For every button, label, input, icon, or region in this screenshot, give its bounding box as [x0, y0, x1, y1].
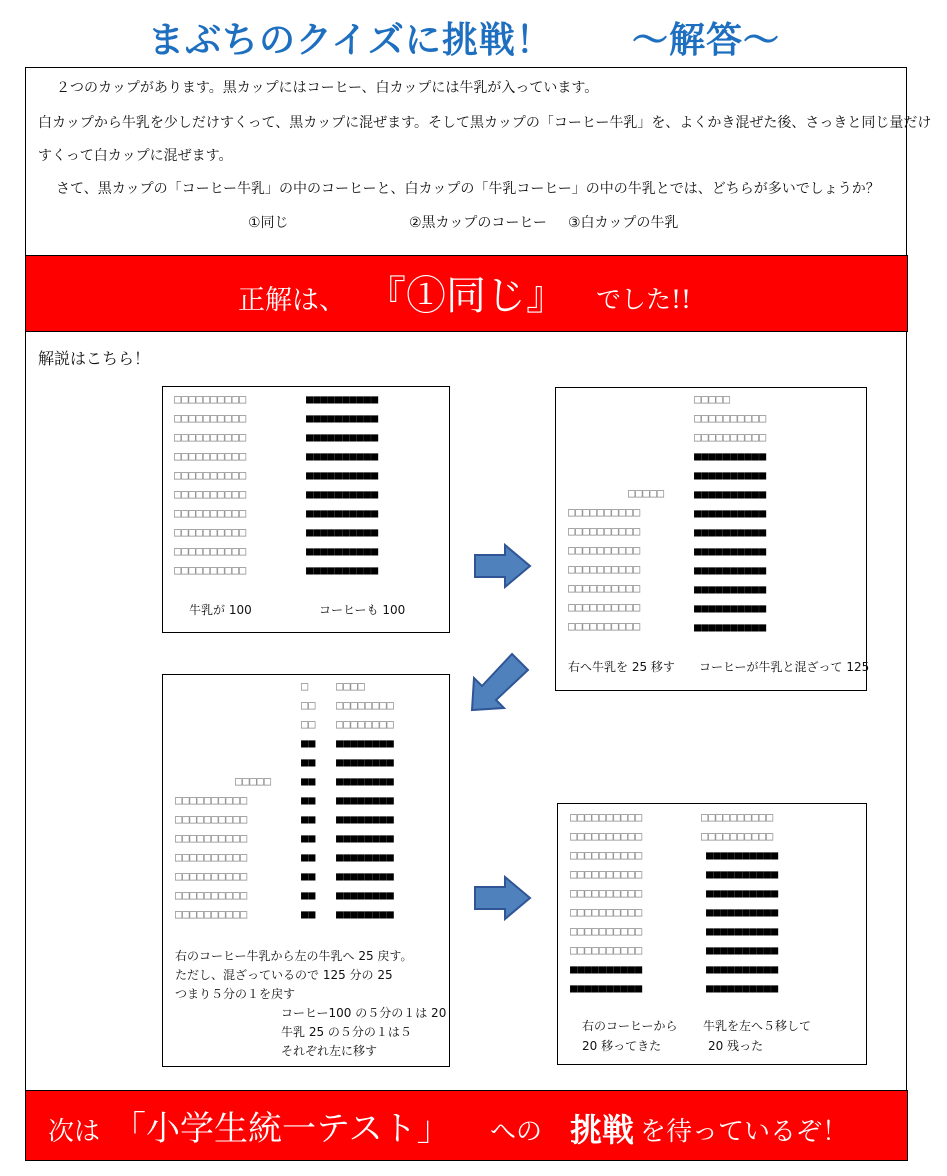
coffee-caption: コーヒーも 100 — [319, 603, 406, 617]
remaining-coffee-squares: ■■■■■■■■ ■■■■■■■■ ■■■■■■■■ ■■■■■■■■ ■■■■■■■■ ■■■■■■■■ ■■■■■■■■ ■■■■■■■■ ■■■■■■■■ ■■■■■■■■ — [336, 736, 394, 921]
result-right-caption: 牛乳を左へ５移して — [703, 1019, 812, 1033]
left-milk-squares: □□□□□□□□□□ □□□□□□□□□□ □□□□□□□□□□ □□□□□□□□□□ □□□□□□□□□□ □□□□□□□□□□ □□□□□□□□□□ □□□□□□□□□□ — [570, 810, 643, 957]
milk-caption: 牛乳が 100 — [189, 603, 252, 617]
explanation-label: 解説はこちら！ — [38, 349, 151, 368]
banner-text: への — [490, 1117, 543, 1147]
option-1: ①同じ — [248, 215, 289, 231]
banner-text: 次は — [48, 1117, 101, 1147]
answer-suffix: でした!! — [596, 285, 692, 314]
panel-initial — [162, 386, 450, 633]
returned-coffee-squares: ■■ ■■ ■■ ■■ ■■ ■■ ■■ ■■ ■■ ■■ — [301, 736, 316, 921]
question-line: ２つのカップがあります。黒カップにはコーヒー、白カップには牛乳が入っています。 — [56, 80, 599, 96]
result-right-caption: 20 残った — [708, 1039, 764, 1053]
option-2: ②黒カップのコーヒー — [409, 215, 547, 231]
returned-milk-squares: □ □□ □□ — [301, 679, 316, 731]
panel-result — [557, 803, 867, 1065]
answer-text: 『①同じ』 — [366, 273, 566, 319]
left-coffee-squares: ■■■■■■■■■■ ■■■■■■■■■■ — [570, 962, 643, 995]
remaining-milk-squares: □□□□ □□□□□□□□ □□□□□□□□ — [336, 679, 394, 731]
milk-squares: □□□□□□□□□□ □□□□□□□□□□ □□□□□□□□□□ □□□□□□□□□□ □□□□□□□□□□ □□□□□□□□□□ □□□□□□□□□□ □□□□□□□□□□ □□□□□□□□□□ □□□□□□□□□□ — [174, 392, 247, 577]
banner-text: を待っているぞ！ — [640, 1117, 849, 1147]
answer-prefix: 正解は、 — [238, 285, 346, 316]
coffee-squares: ■■■■■■■■■■ ■■■■■■■■■■ ■■■■■■■■■■ ■■■■■■■■■■ ■■■■■■■■■■ ■■■■■■■■■■ ■■■■■■■■■■ ■■■■■■■■■■ ■■■■■■■■■■ ■■■■■■■■■■ — [694, 449, 767, 634]
arrow-right-icon — [473, 875, 533, 921]
step2-note: コーヒー100 の５分の１は 20 — [281, 1006, 447, 1020]
step1-left-caption: 右へ牛乳を 25 移す — [568, 660, 675, 674]
answer-banner — [25, 255, 908, 332]
title-main: まぶちのクイズに挑戦！ — [148, 20, 553, 61]
right-coffee-squares: ■■■■■■■■■■ ■■■■■■■■■■ ■■■■■■■■■■ ■■■■■■■■■■ ■■■■■■■■■■ ■■■■■■■■■■ ■■■■■■■■■■ ■■■■■■■■■■ — [706, 848, 779, 995]
question-line: さて、黒カップの「コーヒー牛乳」の中のコーヒーと、白カップの「牛乳コーヒー」の中の牛乳とでは、どちらが多いでしょうか？ — [56, 181, 880, 197]
title-suffix: ～解答～ — [632, 20, 781, 61]
coffee-squares: ■■■■■■■■■■ ■■■■■■■■■■ ■■■■■■■■■■ ■■■■■■■■■■ ■■■■■■■■■■ ■■■■■■■■■■ ■■■■■■■■■■ ■■■■■■■■■■ ■■■■■■■■■■ ■■■■■■■■■■ — [306, 392, 379, 577]
option-3: ③白カップの牛乳 — [568, 215, 679, 231]
arrow-right-icon — [473, 543, 533, 589]
page-title — [0, 10, 947, 64]
next-challenge-banner — [25, 1090, 908, 1161]
question-block — [26, 68, 932, 254]
milk-squares: □□□□□ □□□□□□□□□□ □□□□□□□□□□ □□□□□□□□□□ □□□□□□□□□□ □□□□□□□□□□ □□□□□□□□□□ □□□□□□□□□□ — [568, 486, 665, 633]
step2-note: 牛乳 25 の５分の１は５ — [281, 1025, 412, 1039]
panel-step2 — [162, 674, 450, 1067]
question-line: 白カップから牛乳を少しだけすくって、黒カップに混ぜます。そして黒カップの「コーヒー牛乳」を、よくかき混ぜた後、さっきと同じ量だけ — [38, 115, 932, 131]
mixed-milk-squares: □□□□□ □□□□□□□□□□ □□□□□□□□□□ — [694, 392, 767, 444]
step2-note: つまり５分の１を戻す — [175, 987, 296, 1001]
banner-text: 「小学生統一テスト」 — [112, 1109, 451, 1149]
step1-right-caption: コーヒーが牛乳と混ざって 125 — [699, 660, 870, 674]
result-left-caption: 右のコーヒーから — [582, 1019, 678, 1033]
result-left-caption: 20 移ってきた — [582, 1039, 662, 1053]
panel-step1 — [555, 387, 870, 691]
banner-text: 挑戦 — [570, 1111, 635, 1149]
step2-note: それぞれ左に移す — [281, 1044, 378, 1058]
arrow-down-left-icon — [468, 652, 532, 714]
milk-squares: □□□□□ □□□□□□□□□□ □□□□□□□□□□ □□□□□□□□□□ □□□□□□□□□□ □□□□□□□□□□ □□□□□□□□□□ □□□□□□□□□□ — [175, 774, 272, 921]
question-line: すくって白カップに混ぜます。 — [38, 148, 233, 164]
step2-note: 右のコーヒー牛乳から左の牛乳へ 25 戻す。 — [175, 949, 413, 963]
right-milk-squares: □□□□□□□□□□ □□□□□□□□□□ — [701, 810, 774, 843]
step2-note: ただし、混ざっているので 125 分の 25 — [175, 968, 393, 982]
